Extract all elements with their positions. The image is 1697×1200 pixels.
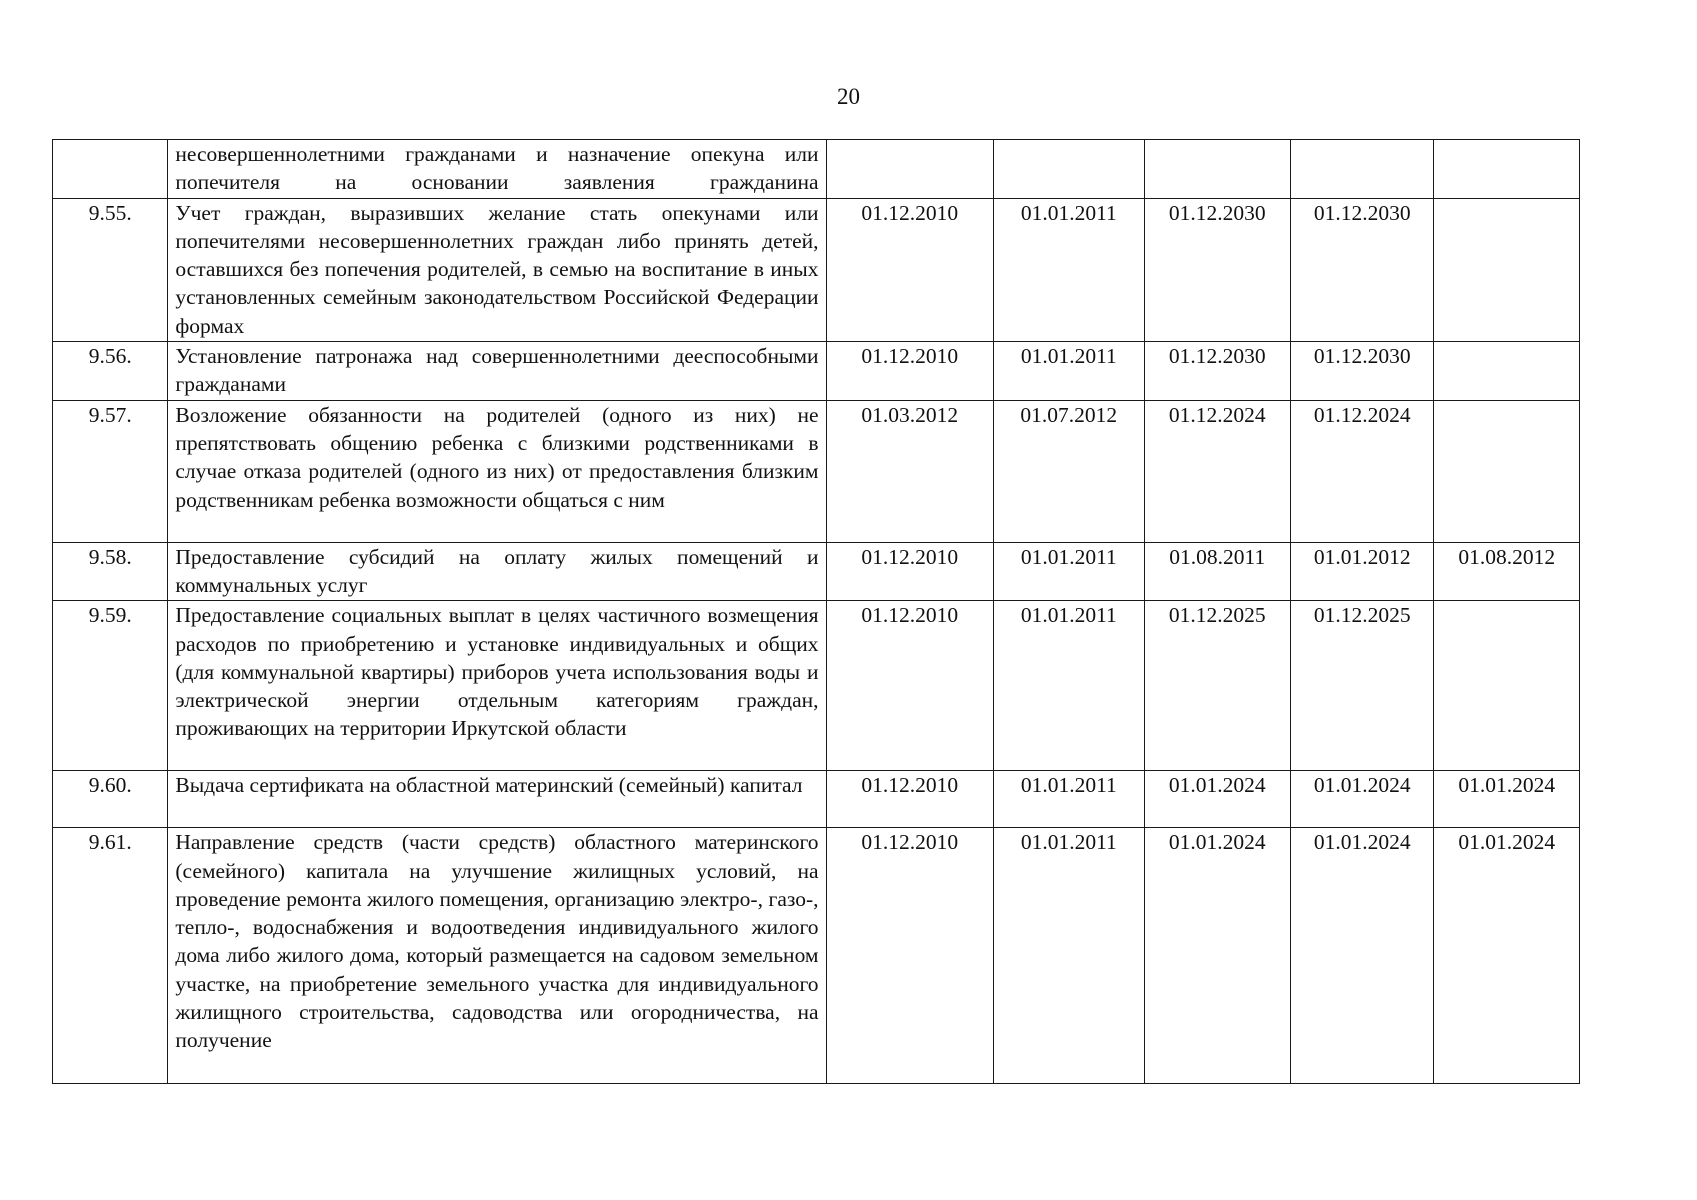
date-cell: 01.01.2024 bbox=[1291, 771, 1434, 828]
row-number bbox=[53, 140, 168, 199]
service-name: Выдача сертификата на областной материнский (семейный) капитал bbox=[168, 771, 826, 828]
date-cell: 01.01.2024 bbox=[1144, 771, 1290, 828]
date-cell: 01.12.2010 bbox=[826, 771, 994, 828]
table-row bbox=[53, 542, 1580, 601]
date-cell bbox=[1434, 198, 1580, 341]
date-cell: 01.01.2012 bbox=[1291, 542, 1434, 601]
row-number: 9.56. bbox=[53, 342, 168, 401]
date-cell: 01.08.2011 bbox=[1144, 542, 1290, 601]
date-cell: 01.12.2030 bbox=[1144, 342, 1290, 401]
table-row bbox=[53, 771, 1580, 828]
date-cell: 01.12.2030 bbox=[1144, 198, 1290, 341]
table-row bbox=[53, 342, 1580, 401]
row-number: 9.57. bbox=[53, 400, 168, 542]
row-number: 9.55. bbox=[53, 198, 168, 341]
date-cell: 01.12.2025 bbox=[1144, 601, 1290, 771]
date-cell: 01.01.2011 bbox=[994, 198, 1144, 341]
date-cell: 01.12.2024 bbox=[1144, 400, 1290, 542]
date-cell bbox=[1144, 140, 1290, 199]
date-cell: 01.12.2025 bbox=[1291, 601, 1434, 771]
date-cell: 01.08.2012 bbox=[1434, 542, 1580, 601]
date-cell: 01.01.2011 bbox=[994, 542, 1144, 601]
date-cell: 01.01.2011 bbox=[994, 342, 1144, 401]
service-name: Предоставление субсидий на оплату жилых помещений и коммунальных услуг bbox=[168, 542, 826, 601]
table-row bbox=[53, 828, 1580, 1084]
date-cell bbox=[826, 140, 994, 199]
service-name: Предоставление социальных выплат в целях частичного возмещения расходов по приобретению и установке индивидуальных и общих (для коммунальной квартиры) приборов учета использования воды и электрической энергии отдельным категориям граждан, проживающих на территории Иркутской области bbox=[168, 601, 826, 771]
date-cell: 01.01.2024 bbox=[1291, 828, 1434, 1084]
date-cell: 01.01.2024 bbox=[1144, 828, 1290, 1084]
date-cell bbox=[1434, 140, 1580, 199]
date-cell bbox=[994, 140, 1144, 199]
date-cell bbox=[1434, 400, 1580, 542]
service-name: Учет граждан, выразивших желание стать опекунами или попечителями несовершеннолетних граждан либо принять детей, оставшихся без попечения родителей, в семью на воспитание в иных установленных семейным законодательством Российской Федерации формах bbox=[168, 198, 826, 341]
date-cell: 01.01.2011 bbox=[994, 601, 1144, 771]
row-number: 9.60. bbox=[53, 771, 168, 828]
date-cell: 01.12.2010 bbox=[826, 828, 994, 1084]
date-cell: 01.07.2012 bbox=[994, 400, 1144, 542]
service-name: Возложение обязанности на родителей (одного из них) не препятствовать общению ребенка с близкими родственниками в случае отказа родителей (одного из них) от предоставления близким родственникам ребенка возможности общаться с ним bbox=[168, 400, 826, 542]
date-cell: 01.12.2030 bbox=[1291, 198, 1434, 341]
date-cell: 01.12.2010 bbox=[826, 542, 994, 601]
date-cell: 01.12.2010 bbox=[826, 601, 994, 771]
date-cell: 01.03.2012 bbox=[826, 400, 994, 542]
date-cell: 01.01.2024 bbox=[1434, 828, 1580, 1084]
date-cell bbox=[1434, 342, 1580, 401]
services-table bbox=[52, 139, 1580, 1084]
table-row bbox=[53, 198, 1580, 341]
date-cell bbox=[1434, 601, 1580, 771]
date-cell: 01.12.2024 bbox=[1291, 400, 1434, 542]
table-row bbox=[53, 400, 1580, 542]
row-number: 9.59. bbox=[53, 601, 168, 771]
date-cell: 01.01.2011 bbox=[994, 828, 1144, 1084]
table-row bbox=[53, 140, 1580, 199]
date-cell bbox=[1291, 140, 1434, 199]
row-number: 9.58. bbox=[53, 542, 168, 601]
service-name: несовершеннолетними гражданами и назначение опекуна или попечителя на основании заявления гражданина bbox=[168, 140, 826, 199]
service-name: Направление средств (части средств) областного материнского (семейного) капитала на улучшение жилищных условий, на проведение ремонта жилого помещения, организацию электро-, газо-, тепло-, водоснабжения и водоотведения индивидуального жилого дома либо жилого дома, который размещается на садовом земельном участке, на приобретение земельного участка для индивидуального жилищного строительства, садоводства или огородничества, на получение bbox=[168, 828, 826, 1084]
table-row bbox=[53, 601, 1580, 771]
date-cell: 01.12.2030 bbox=[1291, 342, 1434, 401]
date-cell: 01.01.2011 bbox=[994, 771, 1144, 828]
service-name: Установление патронажа над совершеннолетними дееспособными гражданами bbox=[168, 342, 826, 401]
page-number: 20 bbox=[837, 84, 860, 109]
row-number: 9.61. bbox=[53, 828, 168, 1084]
date-cell: 01.12.2010 bbox=[826, 198, 994, 341]
date-cell: 01.12.2010 bbox=[826, 342, 994, 401]
date-cell: 01.01.2024 bbox=[1434, 771, 1580, 828]
